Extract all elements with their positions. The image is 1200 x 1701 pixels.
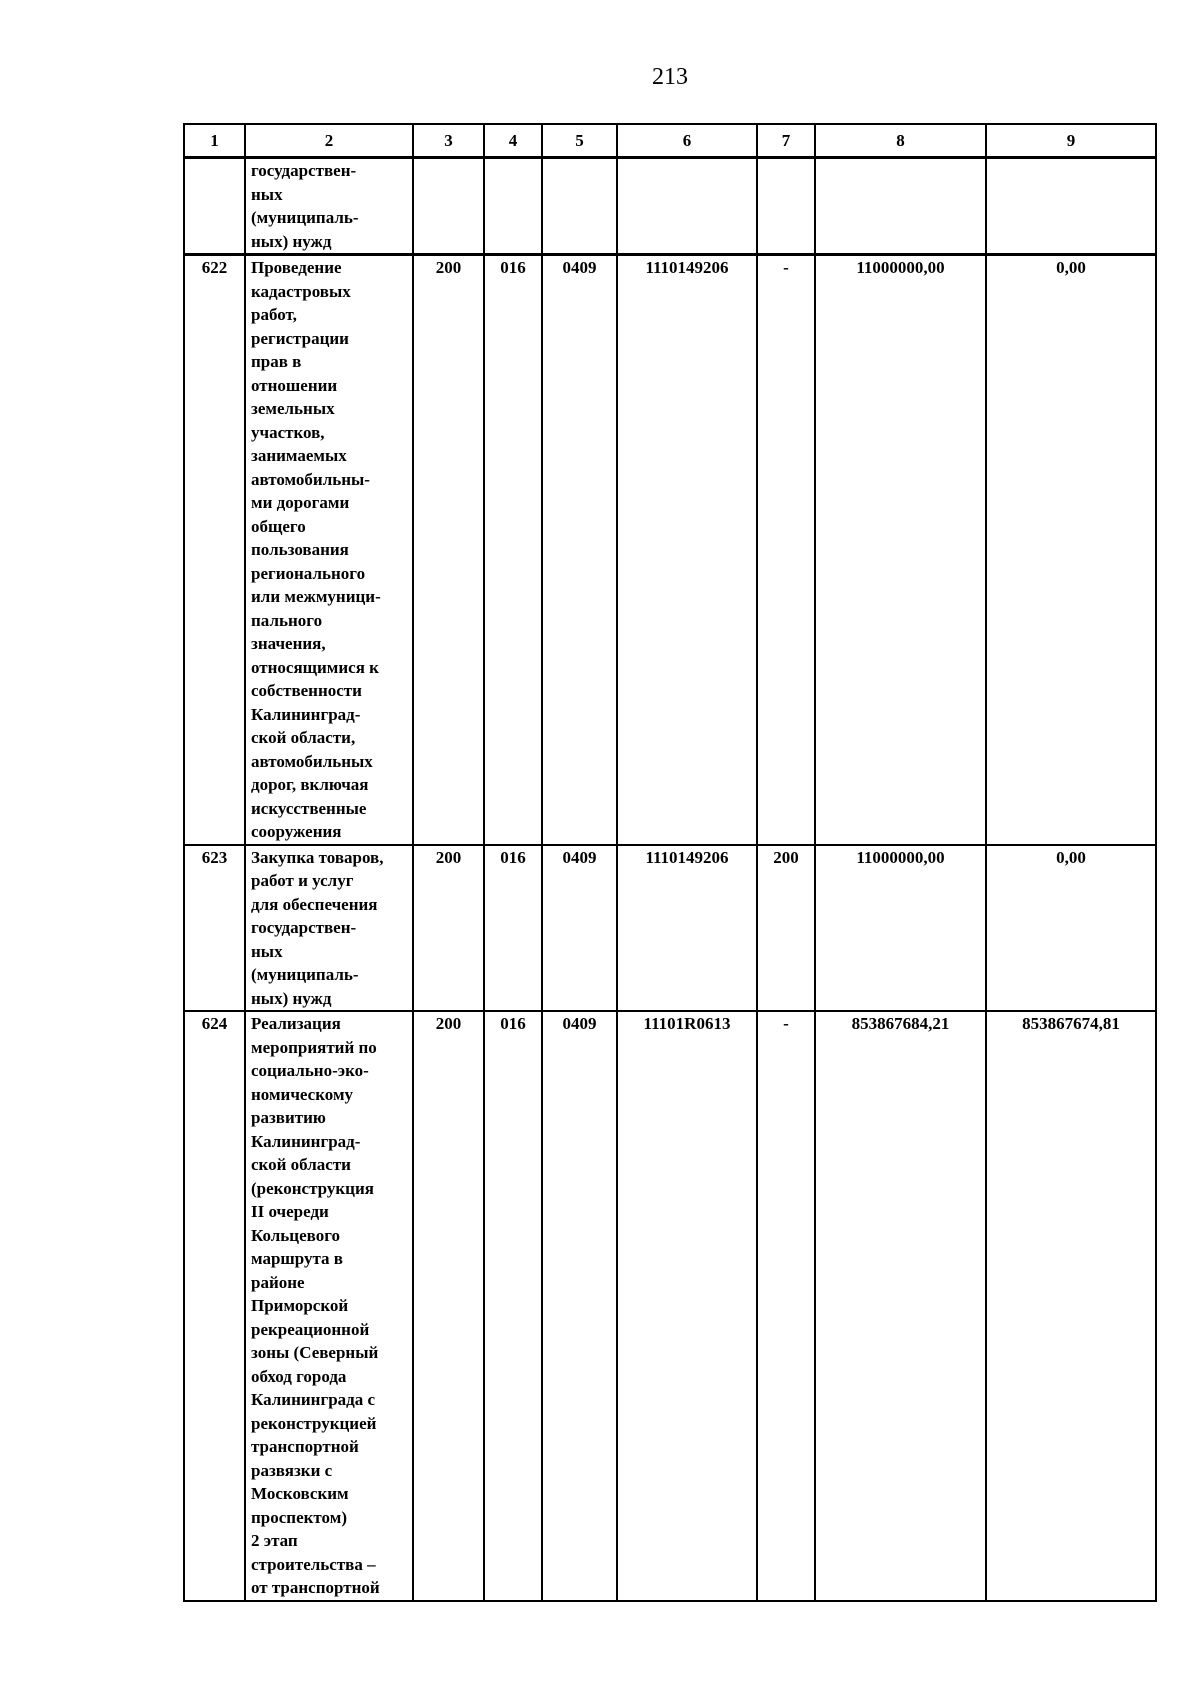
item-name-line: маршрута в bbox=[251, 1249, 343, 1268]
amount-cell-c9: 853867674,81 bbox=[986, 1011, 1156, 1601]
code-cell-c7: 200 bbox=[757, 845, 815, 1012]
column-header: 3 bbox=[413, 124, 484, 158]
item-name-line: Калининград- bbox=[251, 704, 361, 724]
code-cell-c5: 0409 bbox=[542, 1011, 617, 1601]
item-name-line: сооружения bbox=[251, 822, 342, 841]
code-cell-c5: 0409 bbox=[542, 255, 617, 845]
code-cell-c6: 1110149206 bbox=[617, 845, 757, 1012]
item-name-line: рекреационной bbox=[251, 1319, 370, 1339]
code-cell-c4: 016 bbox=[484, 255, 542, 845]
item-name-line: значения, bbox=[251, 634, 326, 653]
item-name-line: участков, bbox=[251, 422, 325, 442]
item-name-line: обход города bbox=[251, 1366, 347, 1386]
item-name-cell bbox=[245, 1011, 413, 1601]
item-name-line: строительства – bbox=[251, 1554, 376, 1574]
item-name-line: регистрации bbox=[251, 328, 349, 348]
item-name-line: кадастровых bbox=[251, 281, 351, 301]
row-number-cell: 622 bbox=[184, 255, 245, 845]
item-name-line: относящимися к bbox=[251, 657, 379, 677]
amount-cell-c8: 853867684,21 bbox=[815, 1011, 986, 1601]
column-header: 8 bbox=[815, 124, 986, 158]
code-cell-c6: 11101R0613 bbox=[617, 1011, 757, 1601]
code-cell-c7 bbox=[757, 158, 815, 255]
code-cell-c4 bbox=[484, 158, 542, 255]
item-name-line: Реализация bbox=[251, 1014, 341, 1033]
item-name-line: транспортной bbox=[251, 1437, 359, 1456]
item-name-line: ных bbox=[251, 941, 283, 961]
code-cell-c3: 200 bbox=[413, 255, 484, 845]
item-name-line: районе bbox=[251, 1272, 305, 1292]
code-cell-c3: 200 bbox=[413, 1011, 484, 1601]
budget-table bbox=[183, 123, 1157, 1602]
item-name-line: работ, bbox=[251, 305, 297, 324]
item-name-line: Проведение bbox=[251, 258, 342, 277]
amount-cell-c9 bbox=[986, 158, 1156, 255]
page-number: 213 bbox=[652, 64, 688, 90]
item-name-line: отношении bbox=[251, 375, 338, 395]
code-cell-c7: - bbox=[757, 1011, 815, 1601]
table-row bbox=[184, 1011, 1156, 1601]
column-header: 2 bbox=[245, 124, 413, 158]
code-cell-c3: 200 bbox=[413, 845, 484, 1012]
item-name-line: регионального bbox=[251, 563, 366, 583]
item-name-line: ми дорогами bbox=[251, 493, 350, 512]
item-name-line: занимаемых bbox=[251, 446, 347, 465]
item-name-cell bbox=[245, 255, 413, 845]
code-cell-c6: 1110149206 bbox=[617, 255, 757, 845]
item-name-line: для обеспечения bbox=[251, 894, 378, 914]
item-name-line: 2 этап bbox=[251, 1531, 298, 1550]
item-name-cell bbox=[245, 845, 413, 1012]
table-row bbox=[184, 845, 1156, 1012]
item-name-line: Приморской bbox=[251, 1296, 349, 1315]
item-name-line: (муниципаль- bbox=[251, 965, 359, 984]
item-name-line: развязки с bbox=[251, 1460, 333, 1480]
amount-cell-c8: 11000000,00 bbox=[815, 845, 986, 1012]
item-name-line: государствен- bbox=[251, 918, 357, 937]
item-name-line: ской области, bbox=[251, 728, 356, 747]
item-name-line: (реконструкция bbox=[251, 1178, 374, 1198]
item-name-line: реконструкцией bbox=[251, 1413, 377, 1433]
item-name-line: зоны (Северный bbox=[251, 1343, 379, 1362]
item-name-line: ской области bbox=[251, 1155, 351, 1174]
table-row bbox=[184, 255, 1156, 845]
amount-cell-c8 bbox=[815, 158, 986, 255]
item-name-line: пального bbox=[251, 610, 323, 630]
item-name-line: Закупка товаров, bbox=[251, 847, 384, 867]
item-name-line: номическому bbox=[251, 1084, 354, 1104]
header-row bbox=[184, 124, 1156, 158]
code-cell-c4: 016 bbox=[484, 1011, 542, 1601]
item-name-line: ных) нужд bbox=[251, 231, 332, 251]
item-name-line: автомобильны- bbox=[251, 469, 370, 489]
item-name-line: искусственные bbox=[251, 798, 367, 818]
code-cell-c4: 016 bbox=[484, 845, 542, 1012]
item-name-line: государствен- bbox=[251, 161, 357, 180]
item-name-line: собственности bbox=[251, 681, 362, 700]
item-name-line: общего bbox=[251, 516, 306, 536]
column-header: 6 bbox=[617, 124, 757, 158]
table-row bbox=[184, 158, 1156, 255]
item-name-line: ных bbox=[251, 184, 283, 204]
item-name-line: мероприятий по bbox=[251, 1037, 377, 1057]
amount-cell-c8: 11000000,00 bbox=[815, 255, 986, 845]
item-name-line: земельных bbox=[251, 399, 335, 418]
amount-cell-c9: 0,00 bbox=[986, 845, 1156, 1012]
code-cell-c5: 0409 bbox=[542, 845, 617, 1012]
item-name-line: пользования bbox=[251, 540, 349, 559]
item-name-line: Калининград- bbox=[251, 1131, 361, 1151]
row-number-cell bbox=[184, 158, 245, 255]
item-name-line: прав в bbox=[251, 352, 302, 371]
column-header: 1 bbox=[184, 124, 245, 158]
item-name-line: автомобильных bbox=[251, 751, 373, 771]
item-name-line: работ и услуг bbox=[251, 871, 354, 890]
code-cell-c7: - bbox=[757, 255, 815, 845]
column-header: 4 bbox=[484, 124, 542, 158]
item-name-line: II очереди bbox=[251, 1202, 329, 1221]
item-name-line: социально-эко- bbox=[251, 1061, 369, 1080]
item-name-line: (муниципаль- bbox=[251, 208, 359, 227]
item-name-cell bbox=[245, 158, 413, 255]
item-name-line: проспектом) bbox=[251, 1507, 347, 1527]
item-name-line: дорог, включая bbox=[251, 775, 369, 794]
row-number-cell: 624 bbox=[184, 1011, 245, 1601]
item-name-line: Московским bbox=[251, 1484, 349, 1503]
row-number-cell: 623 bbox=[184, 845, 245, 1012]
item-name-line: развитию bbox=[251, 1108, 326, 1127]
column-header: 7 bbox=[757, 124, 815, 158]
code-cell-c5 bbox=[542, 158, 617, 255]
column-header: 9 bbox=[986, 124, 1156, 158]
amount-cell-c9: 0,00 bbox=[986, 255, 1156, 845]
item-name-line: Калининграда с bbox=[251, 1390, 376, 1409]
column-header: 5 bbox=[542, 124, 617, 158]
item-name-line: или межмуници- bbox=[251, 587, 381, 606]
item-name-line: от транспортной bbox=[251, 1578, 380, 1597]
item-name-line: ных) нужд bbox=[251, 988, 332, 1008]
code-cell-c6 bbox=[617, 158, 757, 255]
item-name-line: Кольцевого bbox=[251, 1225, 340, 1245]
code-cell-c3 bbox=[413, 158, 484, 255]
